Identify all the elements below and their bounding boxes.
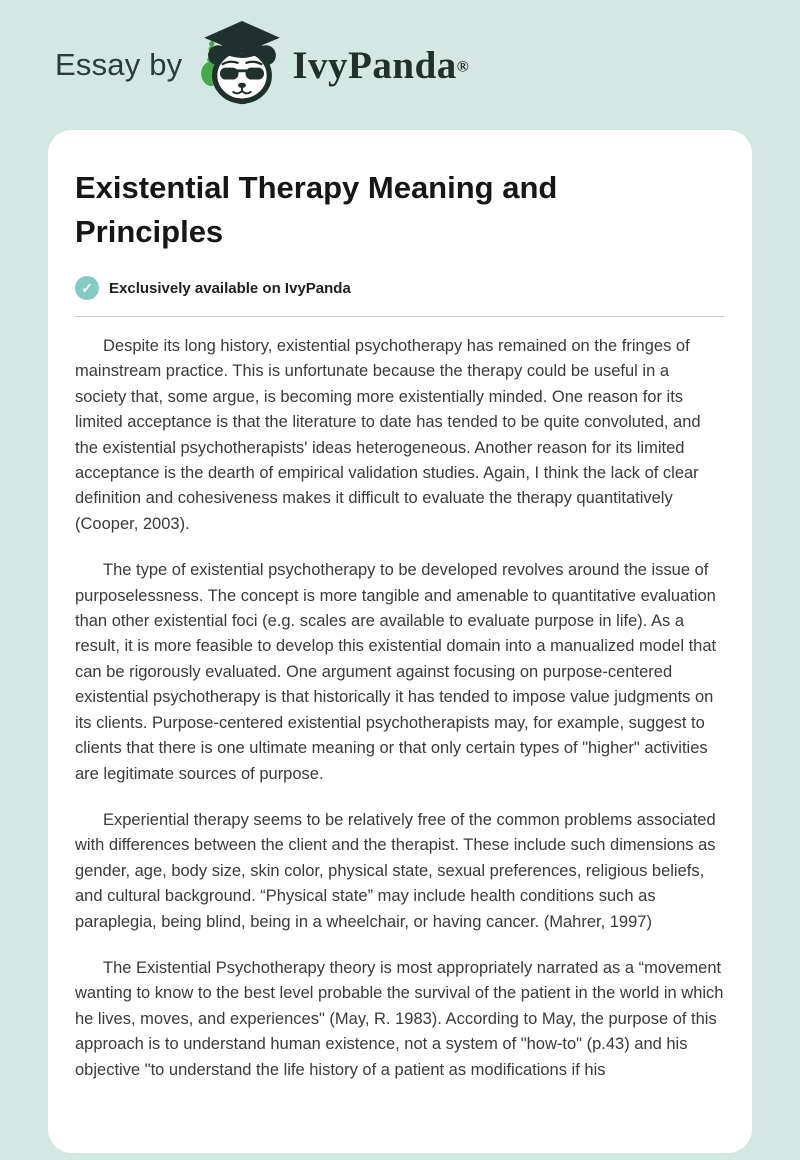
essay-body [75,334,724,1083]
registered-trademark: ® [456,58,469,76]
essay-paragraph-1: Despite its long history, existential psychotherapy has remained on the fringes of mainstream practice. This is unfortunate because the therapy could be useful in a society that, some argue, is becoming more existentially minded. One reason for its limited acceptance is that the literature to date has tended to be quite convoluted, and the existential psychotherapists' ideas heterogeneous. Another reason for its limited acceptance is the dearth of empirical validation studies. Again, I think the lack of clear definition and cohesiveness makes it difficult to evaluate the therapy quantitatively (Cooper, 2003). [75,337,701,533]
brand-name: IvyPanda [292,43,457,87]
panda-graduation-cap-icon [198,19,286,111]
ivypanda-logo [198,19,468,111]
exclusive-badge-label: Exclusively available on IvyPanda [109,279,351,297]
divider [75,316,724,317]
essay-card [48,130,752,1153]
essay-paragraph-2: The type of existential psychotherapy to be developed revolves around the issue of purposelessness. The concept is more tangible and amenable to quantitative evaluation than other existential foci (e.g. scales are available to evaluate purpose in life). As a result, it is more feasible to develop this existential domain into a manualized model that can be rigorously evaluated. One argument against focusing on purpose-centered existential psychotherapy is that historically it has tended to impose value judgments on its clients. Purpose-centered existential psychotherapists may, for example, suggest to clients that there is one ultimate meaning or that only certain types of "higher" activities are legitimate sources of purpose. [75,561,717,783]
site-header [0,0,800,130]
check-icon: ✓ [75,276,99,300]
exclusive-badge [75,276,724,300]
page-title: Existential Therapy Meaning and Principles [75,170,558,249]
essay-paragraph-3: Experiential therapy seems to be relatively free of the common problems associated with differences between the client and the therapist. These include such dimensions as gender, age, body size, skin color, physical state, sexual preferences, religious beliefs, and cultural background. “Physical state” may include health conditions such as paraplegia, being blind, being in a wheelchair, or having cancer. (Mahrer, 1997) [75,810,716,931]
essay-by-label: Essay by [55,47,183,82]
essay-paragraph-4: The Existential Psychotherapy theory is most appropriately narrated as a “movement wanting to know to the best level probable the survival of the patient in the world in which he lives, moves, and experiences" (May, R. 1983). According to May, the purpose of this approach is to understand human existence, not a system of "how-to" (p.43) and his objective "to understand the life history of a patient as modifications if his [75,958,724,1079]
